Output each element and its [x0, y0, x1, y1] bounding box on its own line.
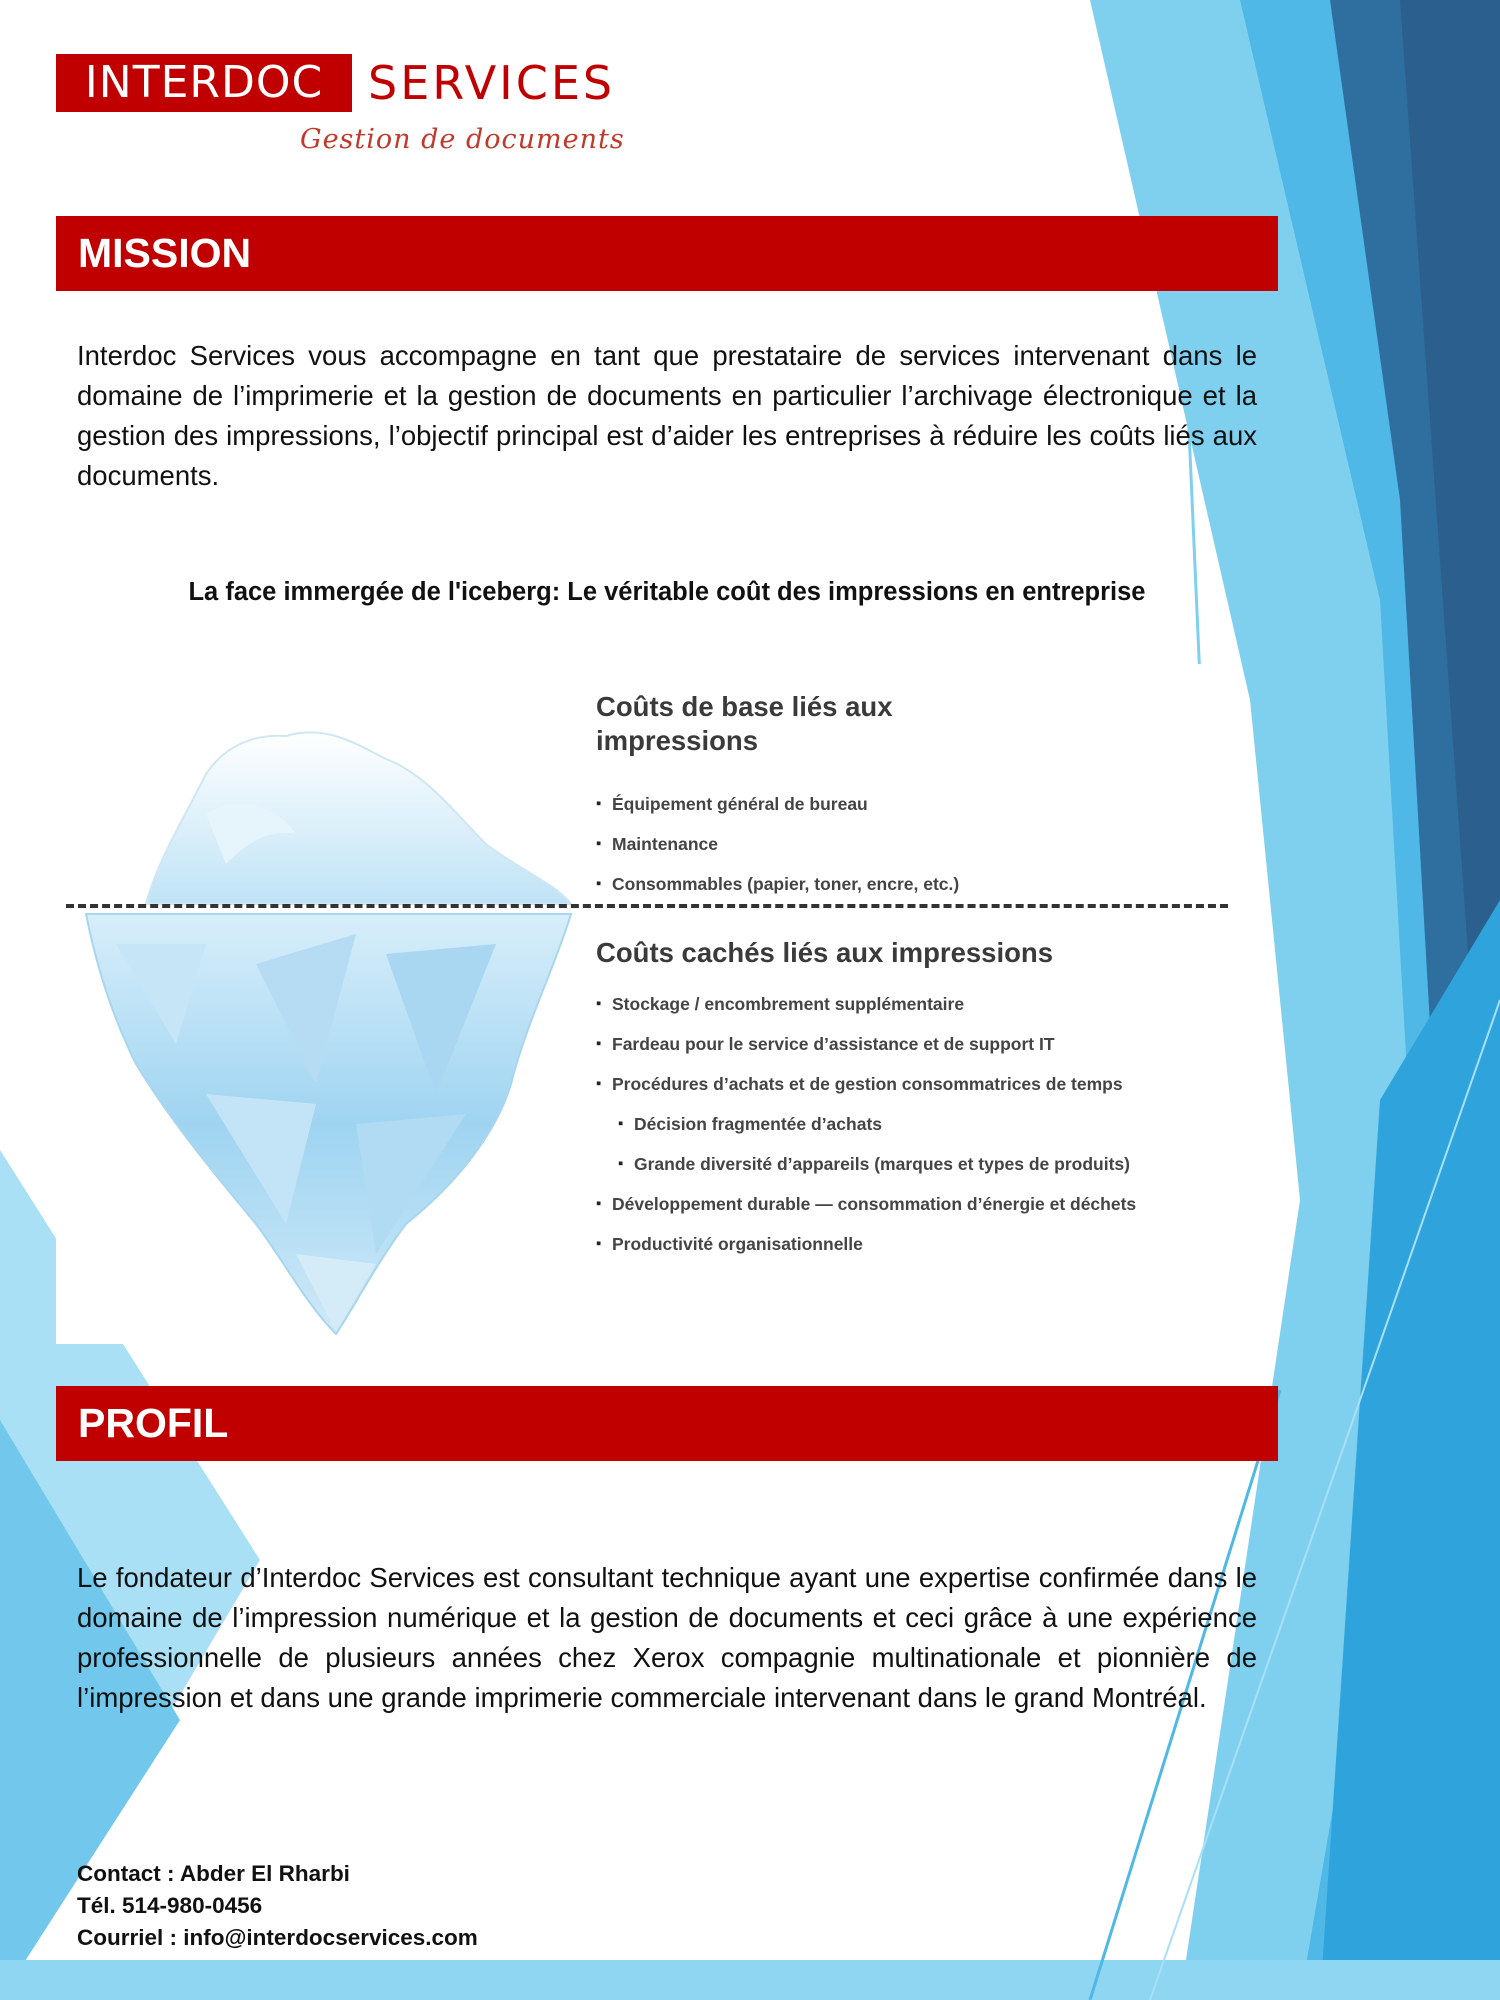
contact-block [77, 1858, 478, 1954]
hidden-costs-list [596, 984, 1136, 1264]
list-item: ▪ Productivité organisationnelle [596, 1224, 1136, 1264]
list-item: ▪ Stockage / encombrement supplémentaire [596, 984, 1136, 1024]
bg-shape-bottom [0, 1960, 1500, 2000]
base-costs-list [596, 784, 959, 904]
mission-paragraph: Interdoc Services vous accompagne en tant que prestataire de services intervenant dans le domaine de l’imprimerie et la gestion de documents en particulier l’archivage électronique et la gestion des impressions, l’objectif principal est d’aider les entreprises à réduire les coûts liés aux documents. [77, 340, 1257, 491]
contact-phone: Tél. 514-980-0456 [77, 1893, 263, 1918]
iceberg-figure [56, 664, 1228, 1344]
list-item: ▪ Maintenance [596, 824, 959, 864]
iceberg-caption: La face immergée de l'iceberg: Le véritable coût des impressions en entreprise [188, 578, 1146, 606]
list-item: ▪ Fardeau pour le service d’assistance et de support IT [596, 1024, 1136, 1064]
profil-paragraph: Le fondateur d’Interdoc Services est consultant technique ayant une expertise confirmée dans le domaine de l’impression numérique et la gestion de documents et ceci grâce à une expérience professionnelle de plusieurs années chez Xerox compagnie multinationale et pionnière de l’impression et dans une grande imprimerie commerciale intervenant dans le grand Montréal. [77, 1562, 1257, 1713]
list-item: ▪ Consommables (papier, toner, encre, etc.) [596, 864, 959, 904]
contact-name: Contact : Abder El Rharbi [77, 1861, 350, 1886]
profil-heading: PROFIL [56, 1386, 1278, 1461]
logo-tagline: Gestion de documents [300, 124, 625, 155]
waterline-divider [66, 904, 1228, 908]
logo-brand-word2: SERVICES [368, 56, 616, 110]
hidden-costs-heading: Coûts cachés liés aux impressions [596, 937, 1053, 968]
mission-heading: MISSION [56, 216, 1278, 291]
logo-brand-word1: INTERDOC [56, 54, 352, 112]
list-item: ▪ Développement durable — consommation d’énergie et déchets [596, 1184, 1136, 1224]
iceberg-illustration [56, 664, 616, 1344]
list-item: ▪ Décision fragmentée d’achats [618, 1104, 1136, 1144]
list-item: ▪ Grande diversité d’appareils (marques et types de produits) [618, 1144, 1136, 1184]
list-item: ▪ Procédures d’achats et de gestion consommatrices de temps [596, 1064, 1136, 1104]
contact-email[interactable]: Courriel : info@interdocservices.com [77, 1925, 478, 1950]
base-costs-heading: Coûts de base liés aux impressions [596, 691, 893, 756]
list-item: ▪ Équipement général de bureau [596, 784, 959, 824]
